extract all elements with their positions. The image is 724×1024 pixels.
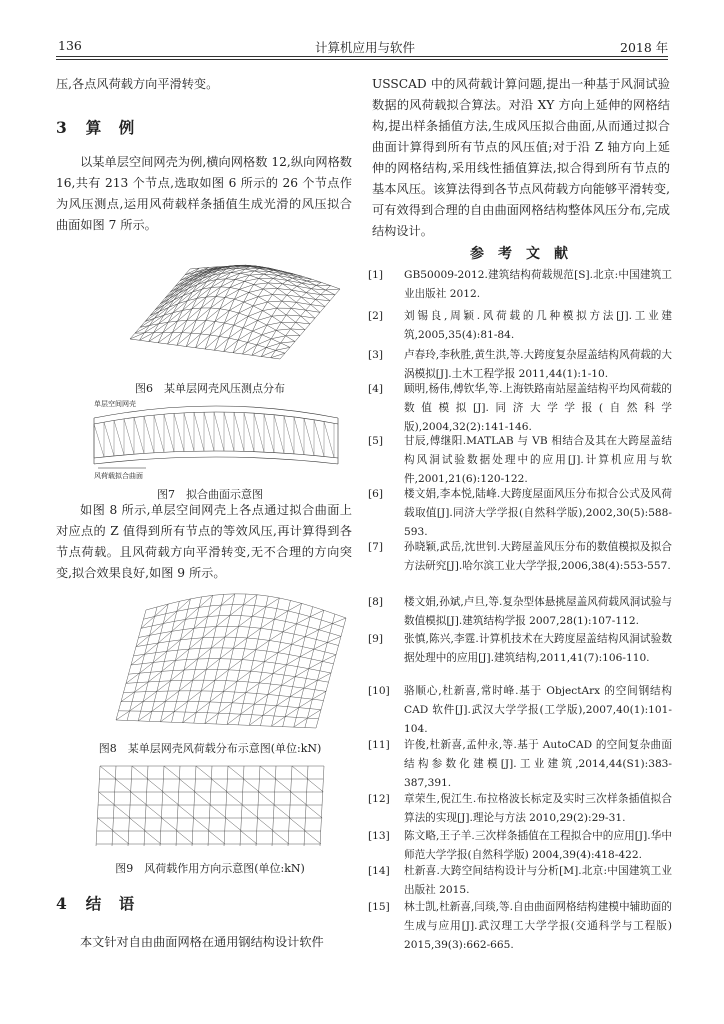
reference-number: [3]	[368, 349, 384, 361]
reference-text: 张慎,陈兴,李霆.计算机技术在大跨度屋盖结构风洞试验数据处理中的应用[J].建筑结构,2011,41(7):106-110.	[404, 633, 672, 664]
paragraph-figure8: 如图 8 所示,单层空间网壳上各点通过拟合曲面上对应点的 Z 值得到所有节点的等效风压,再计算得到各节点荷载。且风荷载方向平滑转变,无不合理的方向突变,拟合效果良好,如图 9 所示。	[56, 503, 352, 580]
figure-9-load-direction	[90, 760, 340, 852]
reference-text: 章荣生,倪江生.布拉格波长标定及实时三次样条插值拟合算法的实现[J].理论与方法 2010,29(2):29-31.	[404, 793, 672, 824]
reference-item	[368, 682, 672, 739]
reference-text: 顾明,杨伟,傅钦华,等.上海铁路南站屋盖结构平均风荷载的数值模拟[J].同济大学学报(自然科学版),2004,32(2):141-146.	[404, 383, 672, 433]
header-rule-thin	[56, 59, 668, 60]
figure-7-diagram	[86, 398, 346, 482]
reference-text: 孙晓颖,武岳,沈世钊.大跨屋盖风压分布的数值模拟及拟合方法研究[J].哈尔滨工业大学学报,2006,38(4):553-557.	[404, 541, 672, 572]
reference-text: GB50009-2012.建筑结构荷载规范[S].北京:中国建筑工业出版社 2012.	[404, 269, 672, 300]
reference-text: 杜新喜.大跨空间结构设计与分析[M].北京:中国建筑工业出版社 2015.	[404, 865, 672, 896]
reference-text: 林士凯,杜新喜,闫琰,等.自由曲面网格结构建模中辅助面的生成与应用[J].武汉理工大学学报(交通科学与工程版) 2015,39(3):662-665.	[404, 901, 672, 951]
figure-8-caption: 图8 某单层网壳风荷载分布示意图(单位:kN)	[98, 742, 322, 755]
reference-number: [6]	[368, 488, 384, 500]
reference-item	[368, 790, 672, 828]
reference-number: [10]	[368, 685, 390, 697]
page-number: 136	[58, 38, 82, 53]
reference-number: [2]	[368, 310, 384, 322]
header-rule	[56, 56, 668, 57]
figure-7-label-bottom: 风荷载拟合曲面	[94, 472, 143, 480]
reference-number: [9]	[368, 633, 384, 645]
reference-number: [12]	[368, 793, 390, 805]
reference-item	[368, 593, 672, 631]
reference-item	[368, 307, 672, 345]
reference-item	[368, 538, 672, 576]
paragraph-example: 以某单层空间网壳为例,横向网格数 12,纵向网格数 16,共有 213 个节点,选取如图 6 所示的 26 个节点作为风压测点,运用风荷载样条插值生成光滑的风压拟合曲面如图 7 所示。	[56, 155, 352, 232]
figure-7-caption: 图7 拟合曲面示意图	[157, 488, 263, 501]
reference-item	[368, 485, 672, 542]
reference-item	[368, 736, 672, 793]
reference-text: 楼文娟,孙斌,卢旦,等.复杂型体悬挑屋盖风荷载风洞试验与数值模拟[J].建筑结构学报 2007,28(1):107-112.	[404, 596, 672, 627]
figure-9-caption: 图9 风荷载作用方向示意图(单位:kN)	[115, 862, 305, 875]
year: 2018 年	[620, 40, 669, 55]
journal-title: 计算机应用与软件	[315, 40, 416, 55]
reference-text: 许俊,杜新喜,孟仲永,等.基于 AutoCAD 的空间复杂曲面结构参数化建模[J].工业建筑,2014,44(S1):383-387,391.	[404, 739, 672, 789]
reference-number: [14]	[368, 865, 390, 877]
figure-8-load-distribution	[108, 580, 348, 730]
reference-text: 陈文略,王子羊.三次样条插值在工程拟合中的应用[J].华中师范大学学报(自然科学版) 2004,39(4):418-422.	[404, 830, 672, 861]
reference-item	[368, 266, 672, 304]
paragraph-conclusion: 本文针对自由曲面网格在通用钢结构设计软件	[80, 935, 324, 949]
intro-line: 压,各点风荷载方向平滑转变。	[56, 77, 219, 91]
paragraph-conclusion-continued: USSCAD 中的风荷载计算问题,提出一种基于风洞试验数据的风荷载拟合算法。对沿 XY 方向上延伸的网格结构,提出样条插值方法,生成风压拟合曲面,从而通过拟合曲面计算得到所有节点的风压值;对于沿 Z 轴方向上延伸的网格结构,采用线性插值算法,拟合得到所有节点的基本风压。该算法得到各节点风荷载方向能够平滑转变,可有效得到合理的自由曲面网格结构整体风压分布,完成结构设计。	[372, 77, 670, 238]
section-3-heading: 3 算 例	[56, 118, 136, 137]
reference-number: [11]	[368, 739, 390, 751]
reference-number: [15]	[368, 901, 390, 913]
reference-item	[368, 380, 672, 437]
reference-text: 卢春玲,李秋胜,黄生洪,等.大跨度复杂屋盖结构风荷载的大涡模拟[J].土木工程学报 2011,44(1):1-10.	[404, 349, 672, 380]
figure-6-mesh	[120, 244, 344, 376]
reference-text: 楼文娟,李本悦,陆峰.大跨度屋面风压分布拟合公式及风荷载取值[J].同济大学学报(自然科学版),2002,30(5):588-593.	[404, 488, 672, 538]
section-4-heading: 4 结 语	[56, 894, 136, 913]
reference-item	[368, 827, 672, 865]
references-heading: 参考文献	[470, 246, 582, 262]
reference-item	[368, 432, 672, 489]
reference-item	[368, 346, 672, 384]
reference-number: [8]	[368, 596, 384, 608]
reference-number: [5]	[368, 435, 384, 447]
reference-item	[368, 862, 672, 900]
reference-text: 甘辰,傅继阳.MATLAB 与 VB 相结合及其在大跨屋盖结构风洞试验数据处理中的应用[J].计算机应用与软件,2001,21(6):120-122.	[404, 435, 672, 485]
figure-6-caption: 图6 某单层网壳风压测点分布	[135, 382, 285, 395]
figure-7-label-top: 单层空间网壳	[94, 400, 136, 408]
reference-text: 刘锡良,周颖.风荷载的几种模拟方法[J].工业建筑,2005,35(4):81-84.	[404, 310, 672, 341]
reference-item	[368, 630, 672, 668]
reference-item	[368, 898, 672, 955]
reference-number: [7]	[368, 541, 384, 553]
reference-text: 骆顺心,杜新喜,常时峰.基于 ObjectArx 的空间钢结构CAD 软件[J].武汉大学学报(工学版),2007,40(1):101-104.	[404, 685, 672, 735]
reference-number: [4]	[368, 383, 384, 395]
reference-number: [13]	[368, 830, 390, 842]
reference-number: [1]	[368, 269, 384, 281]
